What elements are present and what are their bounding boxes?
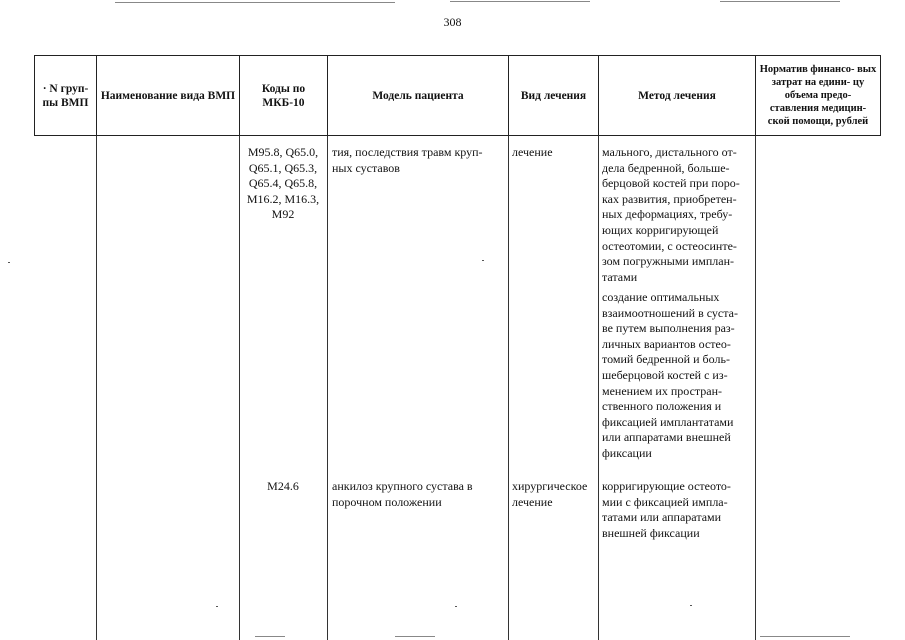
scan-artifact — [760, 636, 850, 637]
column-divider — [508, 136, 509, 640]
col-header-group: · N груп- пы ВМП — [34, 55, 96, 136]
scan-speck — [482, 260, 484, 261]
col-header-cost-norm: Норматив финансо- вых затрат на едини- цу объема предо- ставления медицин- ской помощи, рублей — [755, 55, 881, 136]
scan-artifact — [115, 2, 395, 3]
treatment-type-cell: лечение — [512, 145, 553, 159]
column-divider — [327, 136, 328, 640]
icd-codes-cell: M24.6 — [267, 479, 299, 493]
icd-codes-cell: M95.8, Q65.0, Q65.1, Q65.3, Q65.4, Q65.8, M16.2, M16.3, M92 — [246, 145, 320, 222]
page-number: 308 — [443, 15, 462, 29]
column-divider — [598, 136, 599, 640]
col-header-patient-model: Модель пациента — [327, 55, 508, 136]
scan-artifact — [720, 1, 840, 2]
scan-speck — [8, 262, 10, 263]
treatment-method-cell: корригирующие остеото- мии с фиксацией импла- татами или аппаратами внешней фиксации — [602, 479, 731, 540]
scan-artifact — [395, 636, 435, 637]
col-header-vmp-name: Наименование вида ВМП — [96, 55, 239, 136]
treatment-type-cell: хирургическое лечение — [512, 479, 588, 509]
col-header-treatment-type: Вид лечения — [508, 55, 598, 136]
treatment-method-cell: создание оптимальных взаимоотношений в суста- ве путем выполнения раз- личных вариантов остео- томий бедренной и боль- шеберцовой костей с из- менением их простран- ственного положения и фиксацией имплантатами или аппаратами внешней фиксации — [602, 290, 738, 460]
scan-speck — [455, 606, 457, 607]
treatment-method-cell: мального, дистального от- дела бедренной, больше- берцовой костей при поро- ках развития, приобретен- ных деформациях, требу- ющих корригирующей остеотомии, с остеосинте- зом погружными имплан- татами — [602, 145, 740, 284]
col-header-icd-codes: Коды по МКБ-10 — [239, 55, 327, 136]
column-divider — [96, 136, 97, 640]
scan-artifact — [255, 636, 285, 637]
scan-artifact — [450, 1, 590, 2]
scan-speck — [690, 605, 692, 606]
column-divider — [755, 136, 756, 640]
patient-model-cell: анкилоз крупного сустава в порочном положении — [332, 479, 473, 509]
patient-model-cell: тия, последствия травм круп- ных суставов — [332, 145, 483, 175]
col-header-treatment-method: Метод лечения — [598, 55, 755, 136]
scan-speck — [216, 606, 218, 607]
